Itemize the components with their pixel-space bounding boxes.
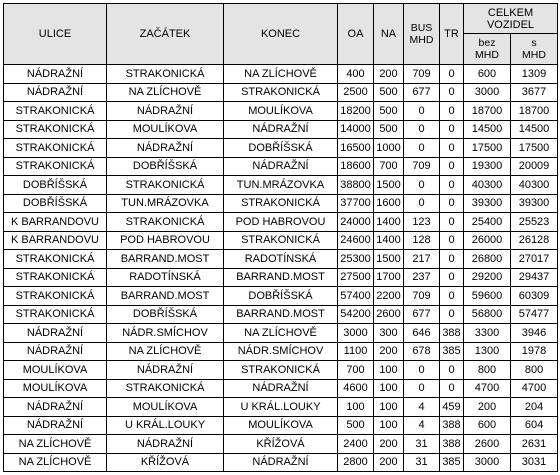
cell-bez-mhd: 4700: [464, 379, 511, 398]
cell-zacatek: STRAKONICKÁ: [107, 176, 224, 195]
cell-tr: 0: [440, 102, 464, 121]
table-row: [4, 65, 558, 84]
cell-oa: 1100: [338, 342, 374, 361]
cell-bus-mhd: 31: [404, 435, 440, 454]
cell-konec: NÁDRAŽNÍ: [224, 379, 338, 398]
cell-na: 1600: [374, 194, 404, 213]
cell-bez-mhd: 40300: [464, 176, 511, 195]
header-bus-line2: MHD: [409, 34, 434, 46]
header-ulice: ULICE: [4, 4, 107, 65]
cell-konec: U KRÁL.LOUKY: [224, 398, 338, 417]
table-row: [4, 435, 558, 454]
cell-ulice: STRAKONICKÁ: [4, 268, 107, 287]
cell-bus-mhd: 0: [404, 120, 440, 139]
table-row: [4, 139, 558, 158]
cell-na: 100: [374, 416, 404, 435]
cell-oa: 700: [338, 361, 374, 380]
cell-oa: 2500: [338, 83, 374, 102]
cell-oa: 400: [338, 65, 374, 84]
cell-ulice: NÁDRAŽNÍ: [4, 324, 107, 343]
cell-bus-mhd: 123: [404, 213, 440, 232]
cell-oa: 37700: [338, 194, 374, 213]
cell-tr: 0: [440, 379, 464, 398]
cell-bus-mhd: 0: [404, 139, 440, 158]
header-bus-mhd: [404, 4, 440, 65]
cell-s-mhd: 17500: [511, 139, 558, 158]
cell-konec: NÁDRAŽNÍ: [224, 453, 338, 472]
cell-bez-mhd: 3000: [464, 83, 511, 102]
cell-na: 200: [374, 435, 404, 454]
header-na: NA: [374, 4, 404, 65]
cell-konec: NÁDRAŽNÍ: [224, 157, 338, 176]
cell-konec: MOULÍKOVA: [224, 102, 338, 121]
traffic-table: [3, 3, 558, 472]
cell-bez-mhd: 2600: [464, 435, 511, 454]
cell-ulice: NÁDRAŽNÍ: [4, 83, 107, 102]
cell-bez-mhd: 3300: [464, 324, 511, 343]
cell-na: 100: [374, 361, 404, 380]
cell-s-mhd: 20009: [511, 157, 558, 176]
cell-zacatek: STRAKONICKÁ: [107, 213, 224, 232]
cell-tr: 459: [440, 398, 464, 417]
cell-s-mhd: 39300: [511, 194, 558, 213]
cell-tr: 0: [440, 157, 464, 176]
header-s-line2: MHD: [522, 49, 546, 61]
table-body: [4, 65, 558, 472]
header-bez-line1: bez: [478, 37, 496, 49]
cell-ulice: MOULÍKOVA: [4, 361, 107, 380]
cell-s-mhd: 25523: [511, 213, 558, 232]
cell-bus-mhd: 0: [404, 194, 440, 213]
table-row: [4, 120, 558, 139]
cell-bez-mhd: 17500: [464, 139, 511, 158]
table-row: [4, 361, 558, 380]
cell-bus-mhd: 217: [404, 250, 440, 269]
cell-konec: BARRAND.MOST: [224, 305, 338, 324]
cell-s-mhd: 3677: [511, 83, 558, 102]
cell-oa: 2800: [338, 453, 374, 472]
table-row: [4, 305, 558, 324]
cell-oa: 18600: [338, 157, 374, 176]
cell-zacatek: POD HABROVOU: [107, 231, 224, 250]
table-row: [4, 157, 558, 176]
cell-ulice: STRAKONICKÁ: [4, 287, 107, 306]
cell-ulice: K BARRANDOVU: [4, 213, 107, 232]
table-row: [4, 324, 558, 343]
header-s-mhd: [511, 34, 558, 65]
table-row: [4, 398, 558, 417]
header-celkem-vozidel: [464, 4, 558, 34]
cell-tr: 385: [440, 453, 464, 472]
cell-bez-mhd: 19300: [464, 157, 511, 176]
cell-zacatek: NA ZLÍCHOVĚ: [107, 83, 224, 102]
cell-tr: 0: [440, 361, 464, 380]
cell-na: 200: [374, 342, 404, 361]
cell-oa: 16500: [338, 139, 374, 158]
table-row: [4, 194, 558, 213]
cell-zacatek: STRAKONICKÁ: [107, 65, 224, 84]
cell-bus-mhd: 709: [404, 65, 440, 84]
cell-bus-mhd: 0: [404, 379, 440, 398]
cell-s-mhd: 800: [511, 361, 558, 380]
table-row: [4, 213, 558, 232]
cell-konec: RADOTÍNSKÁ: [224, 250, 338, 269]
cell-konec: STRAKONICKÁ: [224, 231, 338, 250]
cell-oa: 25300: [338, 250, 374, 269]
cell-bus-mhd: 677: [404, 305, 440, 324]
table-row: [4, 416, 558, 435]
cell-na: 1400: [374, 231, 404, 250]
header-bez-mhd: [464, 34, 511, 65]
cell-bez-mhd: 39300: [464, 194, 511, 213]
cell-konec: DOBŘÍŠSKÁ: [224, 287, 338, 306]
cell-bez-mhd: 56800: [464, 305, 511, 324]
table-row: [4, 250, 558, 269]
cell-konec: STRAKONICKÁ: [224, 83, 338, 102]
cell-s-mhd: 60309: [511, 287, 558, 306]
cell-ulice: STRAKONICKÁ: [4, 102, 107, 121]
cell-na: 2600: [374, 305, 404, 324]
cell-zacatek: NA ZLÍCHOVĚ: [107, 342, 224, 361]
table-row: [4, 453, 558, 472]
cell-oa: 24000: [338, 213, 374, 232]
cell-bez-mhd: 26800: [464, 250, 511, 269]
cell-tr: 0: [440, 287, 464, 306]
cell-zacatek: RADOTÍNSKÁ: [107, 268, 224, 287]
cell-tr: 0: [440, 139, 464, 158]
cell-zacatek: MOULÍKOVA: [107, 120, 224, 139]
cell-zacatek: DOBŘÍŠSKÁ: [107, 157, 224, 176]
cell-ulice: NÁDRAŽNÍ: [4, 65, 107, 84]
cell-zacatek: STRAKONICKÁ: [107, 379, 224, 398]
cell-na: 300: [374, 324, 404, 343]
cell-na: 1500: [374, 176, 404, 195]
cell-konec: KŘÍŽOVÁ: [224, 435, 338, 454]
cell-s-mhd: 26128: [511, 231, 558, 250]
cell-konec: MOULÍKOVA: [224, 416, 338, 435]
cell-zacatek: BARRAND.MOST: [107, 287, 224, 306]
cell-s-mhd: 1309: [511, 65, 558, 84]
table-row: [4, 342, 558, 361]
cell-tr: 0: [440, 120, 464, 139]
cell-oa: 14000: [338, 120, 374, 139]
header-zacatek: ZAČÁTEK: [107, 4, 224, 65]
cell-tr: 0: [440, 83, 464, 102]
cell-bus-mhd: 4: [404, 398, 440, 417]
cell-tr: 0: [440, 250, 464, 269]
header-bus-line1: BUS: [410, 22, 433, 34]
header-oa: OA: [338, 4, 374, 65]
cell-na: 500: [374, 83, 404, 102]
cell-bez-mhd: 18700: [464, 102, 511, 121]
table-row: [4, 83, 558, 102]
cell-oa: 54200: [338, 305, 374, 324]
table-row: [4, 379, 558, 398]
cell-zacatek: DOBŘÍŠSKÁ: [107, 305, 224, 324]
cell-konec: NÁDRAŽNÍ: [224, 120, 338, 139]
cell-zacatek: NÁDRAŽNÍ: [107, 435, 224, 454]
cell-zacatek: NÁDRAŽNÍ: [107, 139, 224, 158]
cell-na: 1000: [374, 139, 404, 158]
cell-zacatek: U KRÁL.LOUKY: [107, 416, 224, 435]
cell-s-mhd: 2631: [511, 435, 558, 454]
cell-na: 2200: [374, 287, 404, 306]
cell-bus-mhd: 709: [404, 157, 440, 176]
cell-oa: 57400: [338, 287, 374, 306]
cell-bus-mhd: 678: [404, 342, 440, 361]
table-row: [4, 268, 558, 287]
cell-tr: 0: [440, 65, 464, 84]
cell-oa: 500: [338, 416, 374, 435]
cell-konec: BARRAND.MOST: [224, 268, 338, 287]
cell-na: 100: [374, 379, 404, 398]
cell-oa: 3000: [338, 324, 374, 343]
cell-s-mhd: 27017: [511, 250, 558, 269]
cell-ulice: NA ZLÍCHOVĚ: [4, 435, 107, 454]
cell-ulice: MOULÍKOVA: [4, 379, 107, 398]
cell-s-mhd: 14500: [511, 120, 558, 139]
cell-ulice: NÁDRAŽNÍ: [4, 398, 107, 417]
cell-bus-mhd: 31: [404, 453, 440, 472]
cell-tr: 388: [440, 435, 464, 454]
cell-ulice: NÁDRAŽNÍ: [4, 342, 107, 361]
cell-oa: 100: [338, 398, 374, 417]
cell-bez-mhd: 25400: [464, 213, 511, 232]
cell-zacatek: KŘÍŽOVÁ: [107, 453, 224, 472]
cell-bez-mhd: 26000: [464, 231, 511, 250]
cell-zacatek: TUN.MRÁZOVKA: [107, 194, 224, 213]
cell-bez-mhd: 14500: [464, 120, 511, 139]
cell-bez-mhd: 29200: [464, 268, 511, 287]
cell-s-mhd: 204: [511, 398, 558, 417]
cell-ulice: NÁDRAŽNÍ: [4, 416, 107, 435]
cell-zacatek: NÁDRAŽNÍ: [107, 361, 224, 380]
cell-konec: POD HABROVOU: [224, 213, 338, 232]
cell-ulice: K BARRANDOVU: [4, 231, 107, 250]
table-row: [4, 102, 558, 121]
cell-ulice: NA ZLÍCHOVĚ: [4, 453, 107, 472]
cell-na: 1400: [374, 213, 404, 232]
cell-bez-mhd: 600: [464, 416, 511, 435]
cell-oa: 24600: [338, 231, 374, 250]
cell-konec: NA ZLÍCHOVĚ: [224, 324, 338, 343]
cell-s-mhd: 1978: [511, 342, 558, 361]
cell-ulice: STRAKONICKÁ: [4, 305, 107, 324]
cell-bez-mhd: 59600: [464, 287, 511, 306]
cell-tr: 385: [440, 342, 464, 361]
cell-na: 500: [374, 120, 404, 139]
cell-oa: 4600: [338, 379, 374, 398]
header-bez-line2: MHD: [475, 49, 499, 61]
cell-ulice: DOBŘÍŠSKÁ: [4, 176, 107, 195]
cell-bus-mhd: 237: [404, 268, 440, 287]
cell-s-mhd: 29437: [511, 268, 558, 287]
cell-s-mhd: 40300: [511, 176, 558, 195]
cell-konec: STRAKONICKÁ: [224, 361, 338, 380]
cell-bus-mhd: 709: [404, 287, 440, 306]
table-row: [4, 231, 558, 250]
cell-konec: NA ZLÍCHOVĚ: [224, 65, 338, 84]
cell-konec: STRAKONICKÁ: [224, 194, 338, 213]
cell-s-mhd: 3031: [511, 453, 558, 472]
table-header: [4, 4, 558, 65]
cell-ulice: STRAKONICKÁ: [4, 157, 107, 176]
cell-bez-mhd: 600: [464, 65, 511, 84]
cell-zacatek: NÁDRAŽNÍ: [107, 102, 224, 121]
cell-zacatek: MOULÍKOVA: [107, 398, 224, 417]
header-tr: TR: [440, 4, 464, 65]
cell-oa: 2400: [338, 435, 374, 454]
cell-s-mhd: 57477: [511, 305, 558, 324]
cell-bus-mhd: 4: [404, 416, 440, 435]
cell-bus-mhd: 646: [404, 324, 440, 343]
cell-bus-mhd: 0: [404, 102, 440, 121]
cell-na: 500: [374, 102, 404, 121]
cell-na: 200: [374, 65, 404, 84]
cell-tr: 0: [440, 213, 464, 232]
cell-bus-mhd: 0: [404, 176, 440, 195]
header-celkem-line2: VOZIDEL: [486, 18, 535, 31]
header-konec: KONEC: [224, 4, 338, 65]
cell-oa: 18200: [338, 102, 374, 121]
table-row: [4, 287, 558, 306]
cell-oa: 27500: [338, 268, 374, 287]
cell-na: 1700: [374, 268, 404, 287]
cell-tr: 0: [440, 176, 464, 195]
cell-bez-mhd: 3000: [464, 453, 511, 472]
cell-na: 200: [374, 453, 404, 472]
cell-konec: DOBŘÍŠSKÁ: [224, 139, 338, 158]
cell-tr: 388: [440, 324, 464, 343]
cell-tr: 0: [440, 268, 464, 287]
cell-bus-mhd: 128: [404, 231, 440, 250]
cell-bez-mhd: 200: [464, 398, 511, 417]
cell-ulice: STRAKONICKÁ: [4, 139, 107, 158]
cell-bus-mhd: 677: [404, 83, 440, 102]
cell-konec: TUN.MRÁZOVKA: [224, 176, 338, 195]
cell-s-mhd: 604: [511, 416, 558, 435]
header-s-line1: s: [531, 37, 537, 49]
cell-s-mhd: 4700: [511, 379, 558, 398]
cell-na: 700: [374, 157, 404, 176]
header-celkem-line1: CELKEM: [487, 6, 534, 19]
cell-tr: 388: [440, 416, 464, 435]
cell-oa: 38800: [338, 176, 374, 195]
cell-ulice: STRAKONICKÁ: [4, 250, 107, 269]
cell-zacatek: BARRAND.MOST: [107, 250, 224, 269]
cell-bus-mhd: 0: [404, 361, 440, 380]
table-row: [4, 176, 558, 195]
cell-konec: NÁDR.SMÍCHOV: [224, 342, 338, 361]
cell-ulice: DOBŘÍŠSKÁ: [4, 194, 107, 213]
cell-bez-mhd: 800: [464, 361, 511, 380]
cell-ulice: STRAKONICKÁ: [4, 120, 107, 139]
cell-zacatek: NÁDR.SMÍCHOV: [107, 324, 224, 343]
cell-s-mhd: 3946: [511, 324, 558, 343]
cell-tr: 0: [440, 194, 464, 213]
cell-tr: 0: [440, 305, 464, 324]
cell-na: 100: [374, 398, 404, 417]
cell-s-mhd: 18700: [511, 102, 558, 121]
cell-bez-mhd: 1300: [464, 342, 511, 361]
cell-na: 1500: [374, 250, 404, 269]
cell-tr: 0: [440, 231, 464, 250]
